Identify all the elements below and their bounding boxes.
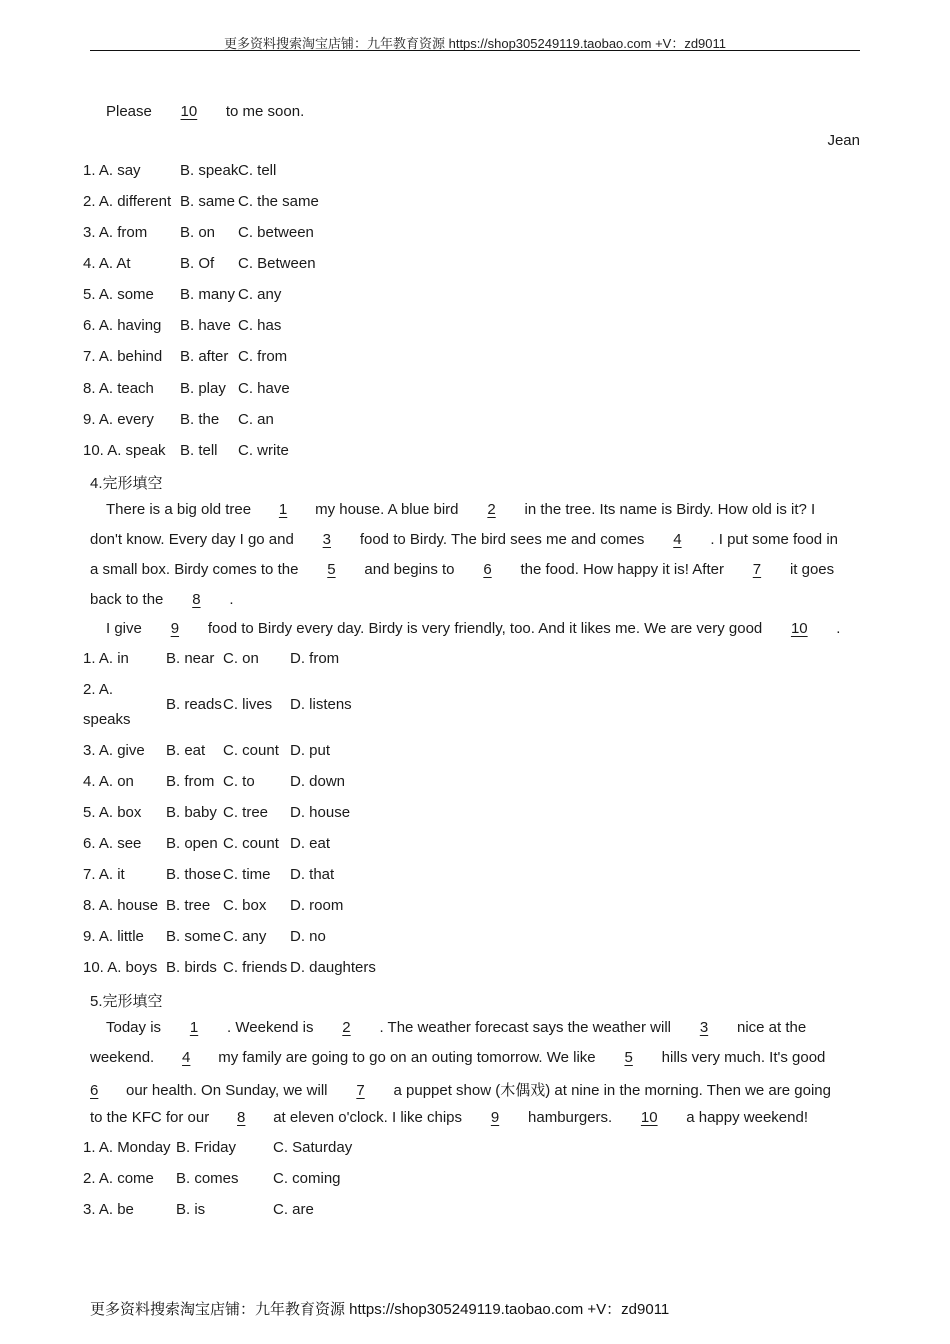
q3-3-a: 3. A. from (83, 224, 148, 241)
s5-blank-9: 9 (490, 1109, 500, 1126)
q5-2-b: B. comes (176, 1170, 239, 1187)
header-rule (90, 50, 860, 51)
s4-text: food to Birdy. The bird sees me and comes (359, 531, 645, 548)
q4-2-d: D. listens (290, 696, 352, 713)
q5-3-a: 3. A. be (83, 1201, 134, 1218)
s4-text: don't know. Every day I go and (90, 531, 294, 548)
s5-text: weekend. (90, 1049, 155, 1066)
s5-blank-10: 10 (640, 1109, 658, 1126)
s4-line-3 (90, 561, 834, 578)
q3-9-a: 9. A. every (83, 411, 154, 428)
q3-3-b: B. on (180, 224, 216, 241)
q3-2-c: C. the same (238, 193, 319, 210)
q3-9-c: C. an (238, 411, 274, 428)
q4-9-c: C. any (223, 928, 267, 945)
s4-text: a small box. Birdy comes to the (90, 561, 299, 578)
s4-blank-7: 7 (752, 561, 762, 578)
s4-blank-5: 5 (327, 561, 336, 578)
s5-text: my family are going to go on an outing tomorrow. We like (218, 1049, 596, 1066)
q4-2-c: C. lives (223, 696, 273, 713)
q4-9-a: 9. A. little (83, 928, 144, 945)
s5-text: to the KFC for our (90, 1109, 210, 1126)
q3-6-a: 6. A. having (83, 317, 162, 334)
s5-blank-6: 6 (90, 1082, 99, 1099)
q4-6-c: C. count (223, 835, 279, 852)
q3-5-c: C. any (238, 286, 282, 303)
s4-text: and begins to (364, 561, 455, 578)
s4-line-2 (90, 531, 838, 548)
s5-text: . Weekend is (227, 1019, 314, 1036)
q4-1-c: C. on (223, 650, 259, 667)
q4-1-b: B. near (166, 650, 215, 667)
s4-blank-9: 9 (170, 620, 180, 637)
q3-6-c: C. has (238, 317, 282, 334)
closing-after: to me soon. (225, 103, 305, 120)
q4-10-b: B. birds (166, 959, 217, 976)
q4-5-a: 5. A. box (83, 804, 142, 821)
q4-3-b: B. eat (166, 742, 206, 759)
q3-3-c: C. between (238, 224, 314, 241)
q3-7-a: 7. A. behind (83, 348, 163, 365)
blank-10: 10 (180, 103, 198, 120)
s5-blank-4: 4 (182, 1049, 191, 1066)
q3-10-b: B. tell (180, 442, 218, 459)
section5-title: 5.完形填空 (90, 993, 163, 1010)
s4-text: I give (106, 620, 142, 637)
s4-line-4 (90, 591, 234, 608)
page-footer: 更多资料搜索淘宝店铺：九年教育资源 https://shop305249119.taobao.com +V：zd9011 (90, 1301, 670, 1318)
q3-7-b: B. after (180, 348, 229, 365)
s4-text: There is a big old tree (106, 501, 252, 518)
q4-4-b: B. from (166, 773, 215, 790)
q3-10-c: C. write (238, 442, 289, 459)
q4-2-b: B. reads (166, 696, 222, 713)
q4-7-a: 7. A. it (83, 866, 125, 883)
q5-1-a: 1. A. Monday (83, 1139, 171, 1156)
s4-blank-6: 6 (483, 561, 492, 578)
q4-7-c: C. time (223, 866, 271, 883)
q4-6-d: D. eat (290, 835, 331, 852)
q3-8-a: 8. A. teach (83, 380, 154, 397)
s5-blank-2: 2 (342, 1019, 351, 1036)
q5-2-c: C. coming (273, 1170, 341, 1187)
q4-9-b: B. some (166, 928, 222, 945)
q4-10-c: C. friends (223, 959, 288, 976)
s5-text: a puppet show (木偶戏) at nine in the morning. Then we are going (393, 1082, 831, 1099)
s5-line-2 (90, 1049, 825, 1066)
s5-text: hills very much. It's good (661, 1049, 826, 1066)
s4-line-5 (90, 620, 840, 637)
q4-2-a-cont: speaks (83, 711, 131, 728)
q4-1-a: 1. A. in (83, 650, 129, 667)
q4-1-d: D. from (290, 650, 340, 667)
q4-5-c: C. tree (223, 804, 269, 821)
q3-2-b: B. same (180, 193, 236, 210)
q3-4-a: 4. A. At (83, 255, 131, 272)
q4-4-d: D. down (290, 773, 346, 790)
q3-9-b: B. the (180, 411, 220, 428)
q4-2-a: 2. A. (83, 681, 114, 698)
q5-2-a: 2. A. come (83, 1170, 154, 1187)
s5-text: . The weather forecast says the weather will (379, 1019, 671, 1036)
s5-line-3 (90, 1079, 831, 1100)
q4-8-c: C. box (223, 897, 267, 914)
closing-line (106, 103, 304, 120)
closing-before: Please (106, 103, 152, 120)
s4-text: . (229, 591, 234, 608)
q4-5-d: D. house (290, 804, 351, 821)
s4-text: in the tree. Its name is Birdy. How old is it? I (524, 501, 816, 518)
s4-blank-3: 3 (322, 531, 331, 548)
s5-line-4 (90, 1109, 808, 1126)
q4-3-c: C. count (223, 742, 279, 759)
q4-10-a: 10. A. boys (83, 959, 158, 976)
q3-4-c: C. Between (238, 255, 316, 272)
q3-8-c: C. have (238, 380, 290, 397)
q5-1-b: B. Friday (176, 1139, 237, 1156)
s4-blank-10: 10 (790, 620, 808, 637)
q3-10-a: 10. A. speak (83, 442, 166, 459)
q3-1-b: B. speak (180, 162, 239, 179)
s5-text: a happy weekend! (686, 1109, 808, 1126)
s5-blank-3: 3 (699, 1019, 709, 1036)
q5-3-c: C. are (273, 1201, 314, 1218)
q3-4-b: B. Of (180, 255, 215, 272)
s4-blank-2: 2 (487, 501, 496, 518)
q4-6-a: 6. A. see (83, 835, 142, 852)
q4-8-d: D. room (290, 897, 344, 914)
q4-3-a: 3. A. give (83, 742, 145, 759)
section4-title: 4.完形填空 (90, 475, 163, 492)
q3-1-a: 1. A. say (83, 162, 141, 179)
s4-text: . I put some food in (710, 531, 838, 548)
s4-text: back to the (90, 591, 164, 608)
q3-5-a: 5. A. some (83, 286, 154, 303)
s4-blank-1: 1 (278, 501, 288, 518)
q3-1-c: C. tell (238, 162, 277, 179)
s5-blank-7: 7 (356, 1082, 365, 1099)
signature: Jean (827, 132, 860, 149)
q4-6-b: B. open (166, 835, 218, 852)
s4-text: my house. A blue bird (315, 501, 459, 518)
page-header: 更多资料搜索淘宝店铺：九年教育资源 https://shop305249119.taobao.com +V：zd9011 (223, 36, 727, 51)
s5-blank-5: 5 (624, 1049, 633, 1066)
s4-blank-4: 4 (673, 531, 682, 548)
q5-1-c: C. Saturday (273, 1139, 353, 1156)
s5-text: nice at the (737, 1019, 807, 1036)
q4-9-d: D. no (290, 928, 326, 945)
q4-7-d: D. that (290, 866, 335, 883)
q4-7-b: B. those (166, 866, 222, 883)
s5-line-1 (90, 1019, 806, 1036)
q3-2-a: 2. A. different (83, 193, 172, 210)
q4-5-b: B. baby (166, 804, 217, 821)
q3-8-b: B. play (180, 380, 226, 397)
s5-text: hamburgers. (528, 1109, 613, 1126)
s4-text: the food. How happy it is! After (520, 561, 724, 578)
s5-text: our health. On Sunday, we will (126, 1082, 328, 1099)
s5-blank-1: 1 (189, 1019, 199, 1036)
s5-blank-8: 8 (237, 1109, 246, 1126)
s4-text: it goes (789, 561, 835, 578)
q4-10-d: D. daughters (290, 959, 376, 976)
s4-text: . (836, 620, 841, 637)
q3-5-b: B. many (180, 286, 236, 303)
s4-line-1 (90, 501, 815, 518)
q3-7-c: C. from (238, 348, 288, 365)
s5-text: Today is (106, 1019, 162, 1036)
s5-text: at eleven o'clock. I like chips (273, 1109, 463, 1126)
q4-8-b: B. tree (166, 897, 211, 914)
s4-blank-8: 8 (192, 591, 201, 608)
q4-3-d: D. put (290, 742, 331, 759)
q3-6-b: B. have (180, 317, 231, 334)
s4-text: food to Birdy every day. Birdy is very friendly, too. And it likes me. We are very good (207, 620, 763, 637)
q4-4-c: C. to (223, 773, 255, 790)
q5-3-b: B. is (176, 1201, 206, 1218)
q4-8-a: 8. A. house (83, 897, 159, 914)
q4-4-a: 4. A. on (83, 773, 134, 790)
